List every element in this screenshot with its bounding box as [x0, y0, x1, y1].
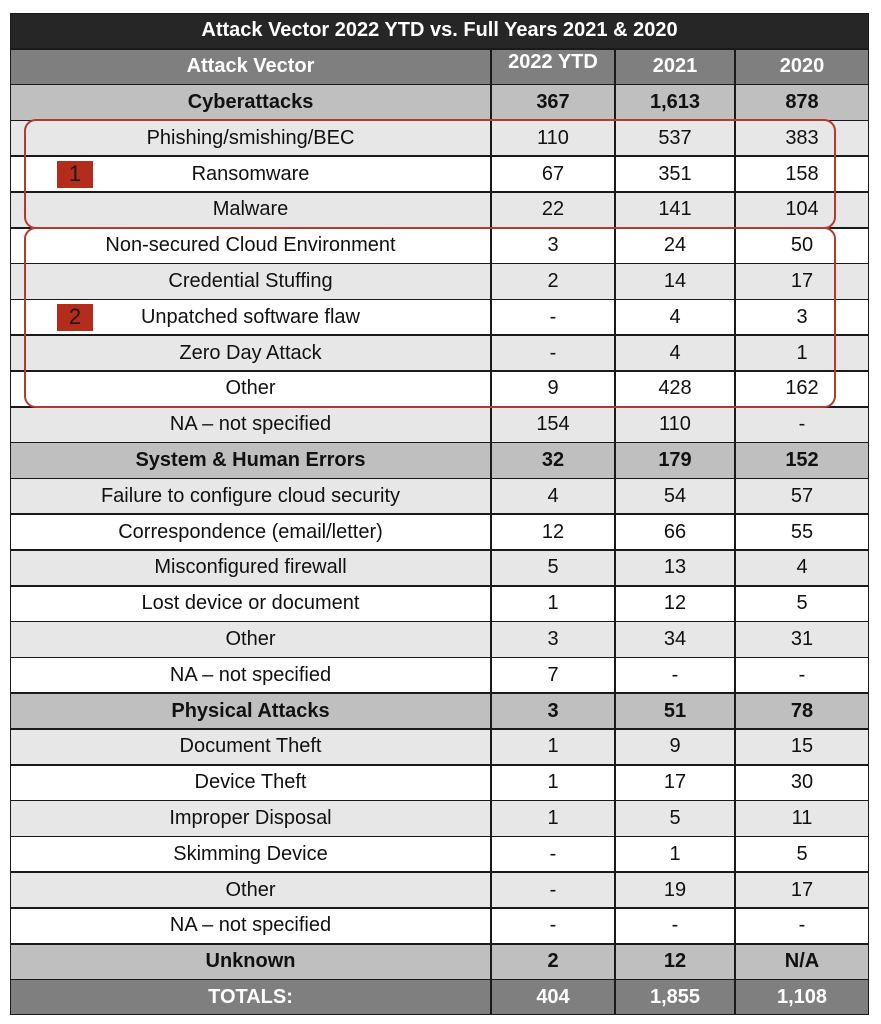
row-value: 9 [547, 377, 559, 400]
table-row [10, 657, 869, 693]
table-row [10, 514, 869, 550]
row-value: 51 [663, 699, 687, 722]
row-value: - [671, 663, 679, 686]
row-label: System & Human Errors [135, 448, 366, 471]
row-label: Other [225, 878, 276, 901]
row-value: 12 [663, 950, 687, 973]
section-row [10, 693, 869, 729]
row-value: 428 [658, 377, 692, 400]
row-value: - [549, 305, 557, 328]
grid-line [10, 657, 869, 659]
column-header: 2021 [652, 55, 698, 78]
row-label: Failure to configure cloud security [100, 484, 401, 507]
row-value: 110 [659, 413, 691, 436]
row-label: Other [225, 377, 276, 400]
row-value: - [798, 914, 806, 937]
row-value: - [798, 413, 806, 436]
row-label: Correspondence (email/letter) [118, 520, 383, 543]
row-value: 141 [658, 198, 692, 221]
row-value: 1 [547, 592, 559, 615]
row-value: 1 [796, 341, 808, 364]
column-header: Attack Vector [186, 55, 315, 78]
row-value: 13 [663, 556, 687, 579]
row-value: 4 [669, 305, 681, 328]
row-label: Unpatched software flaw [140, 305, 360, 328]
row-value: 3 [796, 305, 808, 328]
table-row [10, 586, 869, 622]
row-value: 3 [547, 699, 559, 722]
row-value: 55 [790, 520, 814, 543]
row-value: - [671, 914, 679, 937]
row-value: 3 [547, 627, 559, 650]
row-value: 110 [537, 126, 569, 149]
row-label: Unknown [205, 950, 296, 973]
table-title: Attack Vector 2022 YTD vs. Full Years 2021 & 2020 [201, 19, 678, 42]
table-title-row [10, 13, 869, 49]
row-value: 5 [796, 842, 808, 865]
row-value: 1 [547, 735, 559, 758]
row-value: 19 [663, 878, 687, 901]
row-value: 5 [547, 556, 559, 579]
row-value: 17 [790, 878, 814, 901]
highlight-box [24, 119, 836, 228]
row-label: Malware [212, 198, 289, 221]
row-value: 1 [669, 842, 681, 865]
row-value: 367 [536, 90, 570, 113]
row-value: 32 [541, 448, 565, 471]
row-value: 24 [663, 234, 687, 257]
row-value: 104 [785, 198, 819, 221]
row-value: 878 [785, 90, 819, 113]
row-value: 54 [663, 484, 687, 507]
row-value: 57 [790, 484, 814, 507]
row-label: Device Theft [194, 771, 307, 794]
grid-line [10, 800, 869, 802]
column-header: 2020 [779, 55, 825, 78]
row-value: 158 [785, 162, 819, 185]
row-value: 66 [663, 520, 687, 543]
section-row [10, 944, 869, 980]
row-value: 2 [547, 950, 559, 973]
grid-line [10, 979, 869, 981]
row-value: 4 [796, 556, 808, 579]
grid-line [10, 549, 869, 551]
row-label: Other [225, 627, 276, 650]
row-value: 5 [669, 806, 681, 829]
grid-line [10, 621, 869, 623]
row-label: Misconfigured firewall [154, 556, 347, 579]
row-label: Zero Day Attack [179, 341, 322, 364]
annotation-badge: 2 [57, 304, 93, 331]
row-value: N/A [784, 950, 820, 973]
row-value: 17 [663, 771, 687, 794]
grid-line [10, 84, 869, 86]
table-row [10, 836, 869, 872]
row-value: 12 [541, 520, 565, 543]
row-value: 9 [669, 735, 681, 758]
grid-line [10, 871, 869, 873]
row-value: 1,613 [649, 90, 701, 113]
highlight-box [24, 227, 836, 408]
grid-line [10, 478, 869, 480]
row-value: 2 [547, 269, 559, 292]
row-label: Credential Stuffing [168, 269, 333, 292]
row-value: 404 [536, 985, 570, 1008]
grid-line [10, 513, 869, 515]
row-value: 11 [791, 806, 813, 829]
grid-line [10, 692, 869, 694]
row-value: 4 [547, 484, 559, 507]
row-value: - [549, 914, 557, 937]
table-row [10, 407, 869, 443]
row-label: Lost device or document [141, 592, 360, 615]
row-value: 1 [547, 771, 559, 794]
table-row [10, 908, 869, 944]
row-value: 78 [790, 699, 814, 722]
grid-line [10, 48, 869, 50]
section-row [10, 85, 869, 121]
row-value: 12 [663, 592, 687, 615]
section-row [10, 443, 869, 479]
row-value: 152 [785, 448, 819, 471]
row-label: NA – not specified [169, 914, 332, 937]
row-value: 179 [658, 448, 692, 471]
table-row [10, 765, 869, 801]
table-row [10, 622, 869, 658]
row-value: 1,108 [776, 985, 828, 1008]
row-value: 3 [547, 234, 559, 257]
table-row [10, 872, 869, 908]
table-row [10, 801, 869, 837]
row-value: 15 [790, 735, 814, 758]
row-value: 17 [790, 269, 814, 292]
row-label: Ransomware [191, 162, 310, 185]
table-row [10, 729, 869, 765]
row-label: Non-secured Cloud Environment [105, 234, 396, 257]
row-value: 537 [658, 126, 692, 149]
table-row [10, 550, 869, 586]
grid-line [10, 728, 869, 730]
row-value: 67 [541, 162, 565, 185]
row-value: - [549, 878, 557, 901]
grid-line [10, 585, 869, 587]
grid-line [10, 764, 869, 766]
row-value: 30 [790, 771, 814, 794]
row-label: Document Theft [179, 735, 322, 758]
totals-row [10, 980, 869, 1016]
row-value: 162 [785, 377, 819, 400]
grid-line [10, 943, 869, 945]
row-label: TOTALS: [208, 985, 293, 1008]
row-value: - [549, 842, 557, 865]
row-label: Phishing/smishing/BEC [146, 126, 355, 149]
row-value: 31 [790, 627, 814, 650]
row-value: 14 [663, 269, 687, 292]
row-label: NA – not specified [169, 413, 332, 436]
row-value: 351 [658, 162, 692, 185]
grid-line [10, 907, 869, 909]
row-label: Skimming Device [173, 842, 328, 865]
table-row [10, 478, 869, 514]
table-header-row [10, 49, 869, 85]
row-value: 34 [663, 627, 687, 650]
row-value: 5 [796, 592, 808, 615]
annotation-badge: 1 [57, 161, 93, 188]
row-value: 1,855 [649, 985, 701, 1008]
row-label: NA – not specified [169, 663, 332, 686]
row-label: Improper Disposal [169, 806, 332, 829]
row-value: 154 [536, 413, 570, 436]
attack-vector-table [10, 13, 869, 1015]
column-header: 2022 YTD [508, 50, 598, 73]
grid-line [10, 836, 869, 838]
row-value: 1 [547, 806, 559, 829]
row-value: 50 [790, 234, 814, 257]
row-value: - [798, 663, 806, 686]
row-value: 383 [785, 126, 819, 149]
row-label: Physical Attacks [171, 699, 330, 722]
row-label: Cyberattacks [187, 90, 314, 113]
grid-line [10, 442, 869, 444]
row-value: 4 [669, 341, 681, 364]
row-value: 7 [547, 663, 559, 686]
row-value: - [549, 341, 557, 364]
row-value: 22 [541, 198, 565, 221]
